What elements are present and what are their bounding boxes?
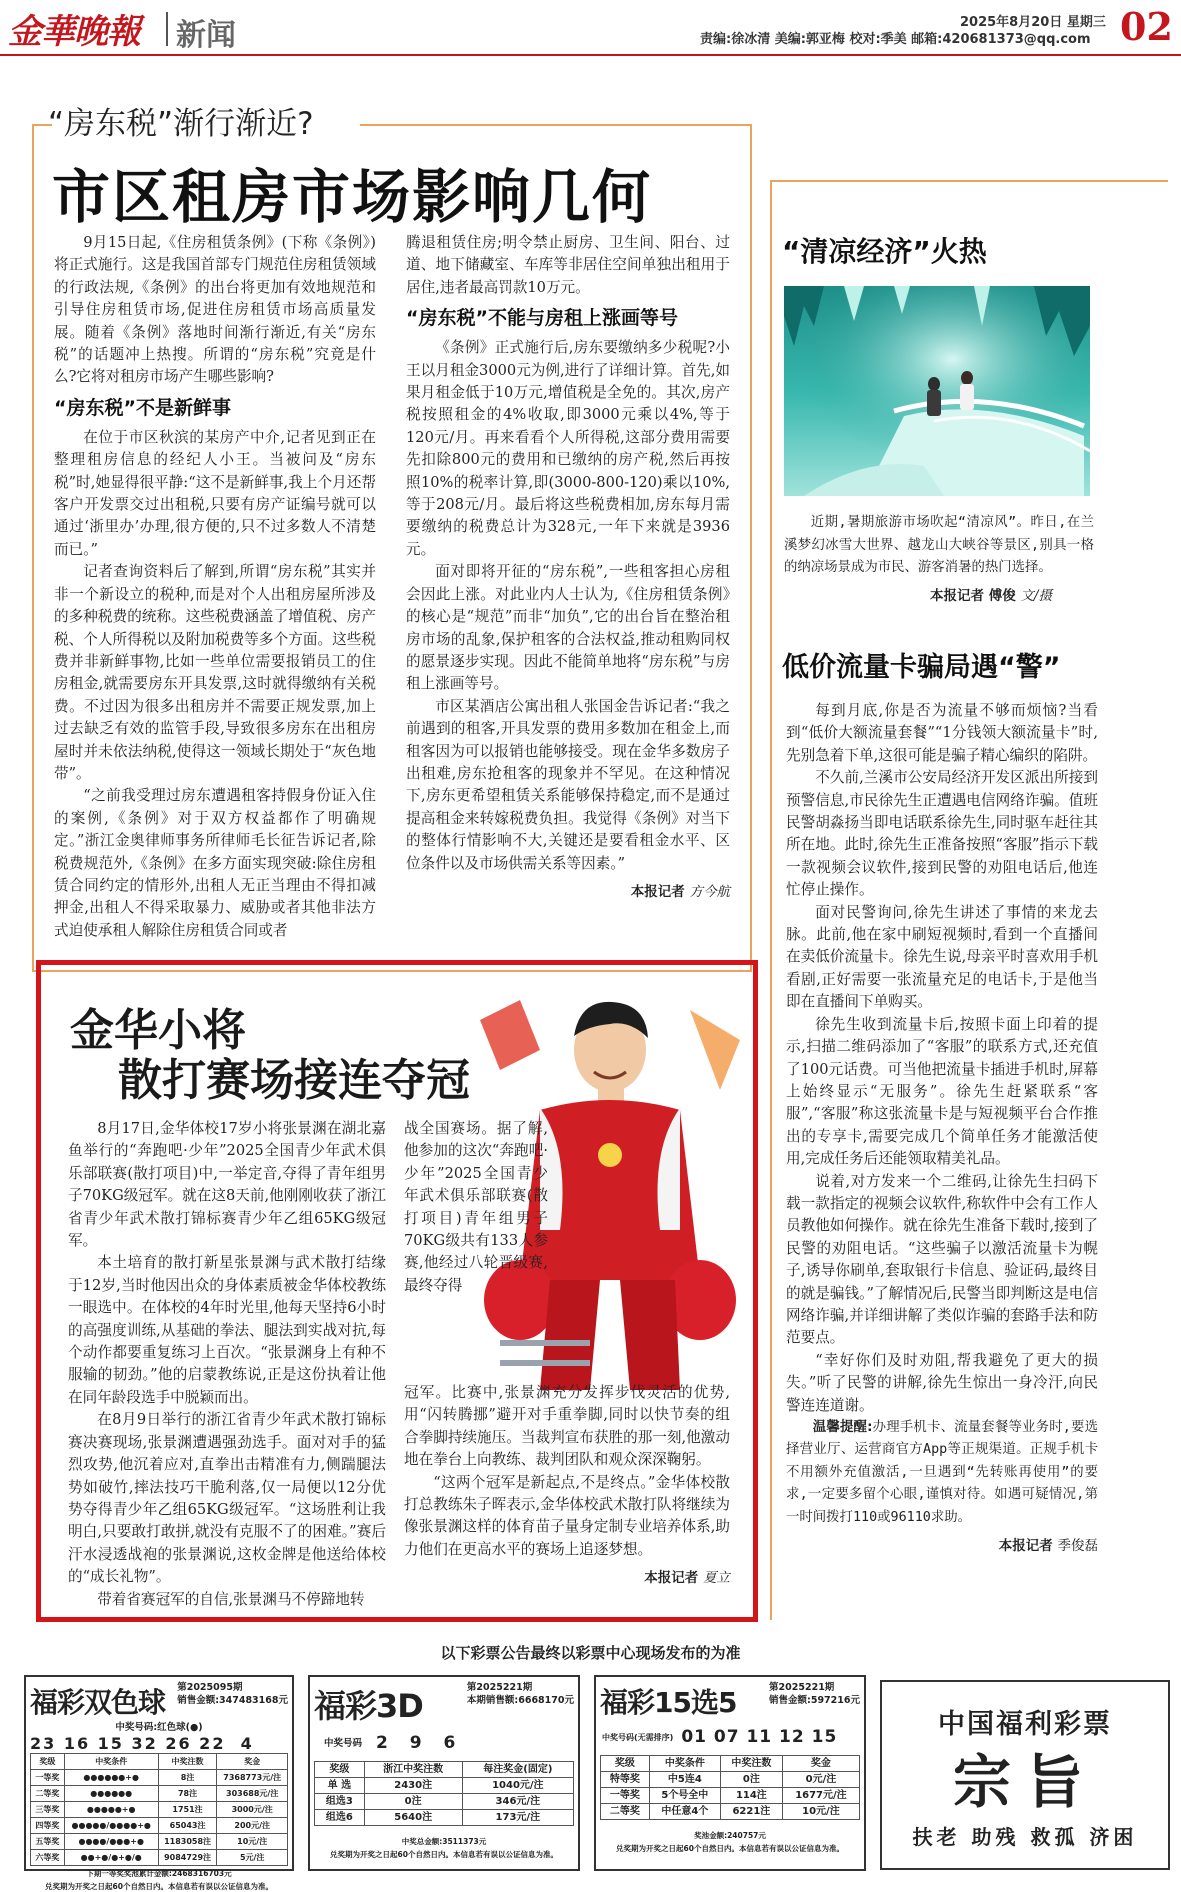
table-cell: 173元/注 xyxy=(462,1810,573,1826)
table-header: 中奖条件 xyxy=(64,1754,158,1770)
byline-label: 本报记者 xyxy=(644,1570,699,1587)
table-cell: 200元/注 xyxy=(217,1818,288,1834)
table-cell: 9084729注 xyxy=(158,1850,217,1866)
lottery-15x5-footnote: 兑奖期为开奖之日起60个自然日内。本信息若有误以公证信息为准。 xyxy=(616,1844,844,1853)
welfare-lottery-name: 中国福利彩票 xyxy=(938,1709,1112,1740)
table-cell: 组选6 xyxy=(315,1810,365,1826)
table-row xyxy=(315,1794,574,1810)
lottery-15x5-pool: 奖池金额:240757元 xyxy=(694,1831,766,1840)
paragraph: “之前我受理过房东遭遇租客持假身份证入住的案例,《条例》对于双方权益都作了明确规定。”浙江金奥律师事务所律师毛长征告诉记者,除税费规范外,《条例》在多方面实现突破:除住房租赁合同约定的情形外,出租人无正当理由不得扣减押金,出租人不得采取暴力、威胁或者其他非法方式迫使承租人解除住房租赁合同或者 xyxy=(54,787,376,939)
sim-card-byline xyxy=(786,1535,1098,1557)
paragraph: 徐先生收到流量卡后,按照卡面上印着的提示,扫描二维码添加了“客服”的联系方式,还充值了100元话费。可当他把流量卡插进手机时,屏幕上始终显示“无服务”。徐先生赶紧联系“客服”,“客服”称这张流量卡是与短视频平台合作推出的专享卡,需要完成几个简单任务才能激活使用,完成任务后还能领取精美礼品。 xyxy=(786,1015,1098,1168)
warm-reminder-text: 办理手机卡、流量套餐等业务时,要选择营业厅、运营商官方App等正规渠道。正规手机卡不用额外充值激活,一旦遇到“先转账再使用”的要求,一定要多留个心眼,谨慎对待。如遇可疑情况,第一时间拨打110或96110求助。 xyxy=(786,1420,1099,1525)
table-cell: 5640注 xyxy=(364,1810,462,1826)
table-cell: ●●●●●● xyxy=(64,1786,158,1802)
lottery-ssq-pool: 下期一等奖奖池累计金额:2468316703元 xyxy=(86,1869,232,1878)
table-row xyxy=(31,1802,288,1818)
lottery-ssq-title: 福彩双色球 xyxy=(30,1686,166,1719)
story1-kicker: “房东税”渐行渐近? xyxy=(48,106,314,142)
table-row xyxy=(31,1834,288,1850)
table-cell: 一等奖 xyxy=(31,1770,65,1786)
logo-text: 金華晚報 xyxy=(8,11,140,52)
paragraph: 面对民警询问,徐先生讲述了事情的来龙去脉。此前,他在家中刷短视频时,看到一个直播间在卖低价流量卡。徐先生说,母亲平时喜欢用手机看剧,正好需要一张流量充足的电话卡,于是他当即在直播间下单购买。 xyxy=(786,903,1098,1011)
table-cell: 四等奖 xyxy=(31,1818,65,1834)
table-header: 每注奖金(固定) xyxy=(462,1762,573,1778)
table-cell: 114注 xyxy=(720,1788,782,1804)
table-cell: 8注 xyxy=(158,1770,217,1786)
lottery-3d-issue: 第2025221期 xyxy=(466,1682,533,1693)
table-cell: 0注 xyxy=(364,1794,462,1810)
masthead-rule xyxy=(0,54,1181,56)
story2-column-1 xyxy=(68,1118,386,1610)
lottery-15x5-box xyxy=(594,1675,866,1871)
lottery-15x5-sales: 销售金额:597216元 xyxy=(769,1695,860,1706)
lottery-3d-pool: 中奖总金额:3511373元 xyxy=(401,1837,487,1846)
table-cell: 2430注 xyxy=(364,1778,462,1794)
table-cell: 一等奖 xyxy=(601,1788,650,1804)
table-row xyxy=(315,1778,574,1794)
ice-cave-illustration xyxy=(784,286,1090,496)
table-header: 奖金 xyxy=(782,1756,859,1772)
table-row xyxy=(31,1818,288,1834)
lottery-15x5-numbers: 01 07 11 12 15 xyxy=(681,1727,838,1747)
table-cell: ●●●●●+● xyxy=(64,1802,158,1818)
subheading: “房东税”不能与房租上涨画等号 xyxy=(406,307,678,330)
lottery-ssq-footnote: 兑奖期为开奖之日起60个自然日内。本信息若有误以公证信息为准。 xyxy=(45,1882,273,1891)
table-cell: ●●●●●●+● xyxy=(64,1770,158,1786)
table-row xyxy=(601,1804,860,1820)
lottery-ssq-issue: 第2025095期 xyxy=(177,1682,243,1693)
paragraph: 市区某酒店公寓出租人张国金告诉记者:“我之前遇到的租客,开具发票的费用多数加在租金上,而租客因为可以报销也能够接受。现在金华多数房子出租难,房东抢租客的现象并不罕见。在这种情况下,房东更希望租赁关系能够保持稳定,而不是通过提高租金来转嫁税费负担。我觉得《条例》对当下的整体行情影响不大,关键还是要看租金水平、区位条件以及市场供需关系等因素。” xyxy=(406,697,730,872)
editor-credits: 责编:徐冰清 美编:郭亚梅 校对:季美 邮箱:420681373@qq.com xyxy=(700,32,1091,47)
paragraph: 冠军。比赛中,张景渊充分发挥步伐灵活的优势,用“闪转腾挪”避开对手重拳脚,同时以快节奏的组合拳脚持续施压。当裁判宣布获胜的那一刻,他激动地在拳台上向教练、裁判团队和观众深深鞠躬。 xyxy=(404,1384,730,1469)
table-cell: 78注 xyxy=(158,1786,217,1802)
table-header: 奖级 xyxy=(315,1762,365,1778)
table-cell: 单 选 xyxy=(315,1778,365,1794)
lottery-15x5-title: 福彩15选5 xyxy=(600,1686,737,1719)
paragraph: 面对即将开征的“房东税”,一些租客担心房租会因此上涨。对此业内人士认为,《住房租赁条例》的核心是“规范”而非“加负”,它的出台旨在整治租房市场的乱象,保护租客的合法权益,推动租购同权的愿景逐步实现。因此不能简单地将“房东税”与房租上涨画等号。 xyxy=(406,563,730,693)
story1-column-1 xyxy=(54,232,376,960)
story1-headline: 市区租房市场影响几何 xyxy=(52,163,653,231)
newspaper-logo xyxy=(8,6,158,50)
masthead xyxy=(0,0,1181,56)
paragraph: 本土培育的散打新星张景渊与武术散打结缘于12岁,当时他因出众的身体素质被金华体校教练一眼选中。在体校的4年时光里,他每天坚持6小时的高强度训练,从基础的拳法、腿法到实战对抗,每个动作都要重复练习上百次。“张景渊身上有种不服输的韧劲。”他的启蒙教练说,正是这份执着让他在同年龄段选手中脱颖而出。 xyxy=(68,1254,386,1406)
paragraph: 战全国赛场。据了解,他参加的这次“奔跑吧·少年”2025全国青少年武术俱乐部联赛(散打项目)青年组男子70KG级共有133人参赛,他经过八轮晋级赛,最终夺得 xyxy=(404,1120,548,1294)
cool-economy-credit xyxy=(930,584,1052,604)
lottery-3d-footnote: 兑奖期为开奖之日起60个自然日内。本信息若有误以公证信息为准。 xyxy=(330,1850,558,1859)
section-name: 新闻 xyxy=(176,18,236,53)
table-cell: 3000元/注 xyxy=(217,1802,288,1818)
caption-text: 近期,暑期旅游市场吹起“清凉风”。昨日,在兰溪梦幻冰雪大世界、越龙山大峡谷等景区,别具一格的纳凉场景成为市民、游客消暑的热门选择。 xyxy=(784,515,1094,576)
warm-reminder-label: 温馨提醒: xyxy=(812,1420,873,1435)
ice-cave-photo xyxy=(784,286,1090,496)
lottery-ssq-table xyxy=(30,1753,288,1866)
story2-headline-line2: 散打赛场接连夺冠 xyxy=(118,1055,470,1106)
cool-economy-headline: “清凉经济”火热 xyxy=(782,235,987,268)
table-cell: 1677元/注 xyxy=(782,1788,859,1804)
paragraph: 说着,对方发来一个二维码,让徐先生扫码下载一款指定的视频会议软件,称软件中会有工作人员教他如何操作。就在徐先生准备下载时,接到了民警的劝阻电话。“这些骗子以激活流量卡为幌子,诱导你刷单,套取银行卡信息、验证码,最终目的就是骗钱。”了解情况后,民警当即判断这是电信网络诈骗,并详细讲解了类似诈骗的套路手法和防范要点。 xyxy=(786,1172,1098,1347)
cool-economy-caption xyxy=(784,512,1094,580)
table-cell: 10元/注 xyxy=(217,1834,288,1850)
table-cell: 5元/注 xyxy=(217,1850,288,1866)
sim-card-scam-headline: 低价流量卡骗局遇“警” xyxy=(782,652,1061,683)
byline-label: 本报记者 xyxy=(998,1538,1053,1555)
lottery-3d-numbers: 2 9 6 xyxy=(376,1733,464,1753)
table-header: 中奖注数 xyxy=(720,1756,782,1772)
lottery-3d-label: 中奖号码 xyxy=(324,1737,363,1749)
paragraph: 带着省赛冠军的自信,张景渊马不停蹄地转 xyxy=(97,1590,365,1608)
lottery-ssq-numbers: 23 16 15 32 26 22 4 xyxy=(30,1734,254,1753)
table-cell: 5个号全中 xyxy=(649,1788,720,1804)
table-cell: 1183058注 xyxy=(158,1834,217,1850)
lottery-3d-table xyxy=(314,1761,574,1826)
table-cell: 六等奖 xyxy=(31,1850,65,1866)
story1-column-2 xyxy=(406,232,730,932)
table-cell: 组选3 xyxy=(315,1794,365,1810)
table-cell: 303688元/注 xyxy=(217,1786,288,1802)
byline-author: 夏立 xyxy=(703,1570,730,1587)
sim-card-scam-body xyxy=(786,700,1098,1570)
lottery-3d-sales: 本期销售额:6668170元 xyxy=(466,1695,574,1706)
table-cell: 1751注 xyxy=(158,1802,217,1818)
table-row xyxy=(31,1786,288,1802)
paragraph: “幸好你们及时劝阻,帮我避免了更大的损失。”听了民警的讲解,徐先生惊出一身冷汗,向民警连连道谢。 xyxy=(786,1351,1098,1414)
table-header: 奖级 xyxy=(601,1756,650,1772)
table-header: 奖金 xyxy=(217,1754,288,1770)
table-cell: 0元/注 xyxy=(782,1772,859,1788)
table-cell: 特等奖 xyxy=(601,1772,650,1788)
table-row xyxy=(601,1772,860,1788)
table-header-row xyxy=(601,1756,860,1772)
table-row xyxy=(601,1788,860,1804)
lottery-ssq-sales: 销售金额:347483168元 xyxy=(177,1695,288,1706)
table-cell: ●●+●/●+●/● xyxy=(64,1850,158,1866)
publication-date: 2025年8月20日 星期三 xyxy=(960,15,1106,30)
paragraph: 不久前,兰溪市公安局经济开发区派出所接到预警信息,市民徐先生正遭遇电信网络诈骗。值班民警胡淼扬当即电话联系徐先生,同时驱车赶往其所在地。此时,徐先生正准备按照“客服”指示下载一款视频会议软件,接到民警的劝阻电话后,他连忙停止操作。 xyxy=(786,769,1098,899)
warm-reminder xyxy=(786,1417,1098,1529)
story2-byline xyxy=(404,1567,730,1589)
credit-suffix: 文/摄 xyxy=(1020,588,1052,604)
table-header: 中奖条件 xyxy=(649,1756,720,1772)
byline-author: 方今航 xyxy=(689,883,730,900)
story2-headline-line1: 金华小将 xyxy=(70,1005,246,1056)
table-header: 奖级 xyxy=(31,1754,65,1770)
table-row xyxy=(31,1850,288,1866)
table-header-row xyxy=(315,1762,574,1778)
paragraph: 《条例》正式施行后,房东要缴纳多少税呢?小王以月租金3000元为例,进行了详细计算。首先,如果月租金低于10万元,增值税是全免的。其次,房产税按照租金的4%收取,即3000元乘以4%,等于120元/月。再来看看个人所得税,这部分费用需要先扣除800元的费用和已缴纳的房产税,然后再按照10%的税率计算,即(3000-800-120)乘以10%,等于208元/月。最后将这些税费相加,房东每月需要缴纳的税费总计为328元,一年下来就是3936元。 xyxy=(406,339,730,558)
story2-column-2-narrow xyxy=(404,1118,548,1380)
table-cell: 二等奖 xyxy=(601,1804,650,1820)
lottery-3d-title: 福彩3D xyxy=(314,1687,423,1725)
table-cell: ●●●●/●●●+● xyxy=(64,1834,158,1850)
lottery-3d-box xyxy=(308,1675,580,1871)
table-row xyxy=(315,1810,574,1826)
byline-author: 季俊磊 xyxy=(1057,1538,1098,1555)
table-cell: 346元/注 xyxy=(462,1794,573,1810)
table-cell: 6221注 xyxy=(720,1804,782,1820)
table-header-row xyxy=(31,1754,288,1770)
credit-label: 本报记者 傅俊 xyxy=(930,588,1016,604)
table-cell: 10元/注 xyxy=(782,1804,859,1820)
story2-column-2-wide xyxy=(404,1382,730,1612)
table-cell: ●●●●●/●●●●+● xyxy=(64,1818,158,1834)
table-cell: 1040元/注 xyxy=(462,1778,573,1794)
table-cell: 三等奖 xyxy=(31,1802,65,1818)
lottery-disclaimer: 以下彩票公告最终以彩票中心现场发布的为准 xyxy=(440,1644,741,1662)
lottery-15x5-issue: 第2025221期 xyxy=(769,1682,835,1693)
lottery-15x5-table xyxy=(600,1755,860,1820)
welfare-lottery-tenet: 宗旨 xyxy=(952,1748,1097,1816)
subheading: “房东税”不是新鲜事 xyxy=(54,396,231,419)
welfare-lottery-slogan: 扶老 助残 救孤 济困 xyxy=(912,1825,1138,1849)
table-cell: 65043注 xyxy=(158,1818,217,1834)
lottery-ssq-box xyxy=(24,1675,294,1891)
table-row xyxy=(31,1770,288,1786)
masthead-divider xyxy=(166,12,168,46)
paragraph: “这两个冠军是新起点,不是终点。”金华体校散打总教练朱子晖表示,金华体校武术散打队将继续为像张景渊这样的体育苗子量身定制专业培养体系,助力他们在更高水平的赛场上追逐梦想。 xyxy=(404,1473,730,1558)
byline-label: 本报记者 xyxy=(630,883,685,900)
table-cell: 二等奖 xyxy=(31,1786,65,1802)
paragraph: 每到月底,你是否为流量不够而烦恼?当看到“低价大额流量套餐”“1分钱领大额流量卡”时,先别急着下单,这很可能是骗子精心编织的陷阱。 xyxy=(786,702,1098,764)
paragraph: 8月17日,金华体校17岁小将张景渊在湖北嘉鱼举行的“奔跑吧·少年”2025全国青少年武术俱乐部联赛(散打项目)中,一举定音,夺得了青年组男子70KG级冠军。就在这8天前,他刚刚收获了浙江省青少年武术散打锦标赛青少年乙组65KG级冠军。 xyxy=(68,1120,386,1250)
table-cell: 7368773元/注 xyxy=(217,1770,288,1786)
page-number: 02 xyxy=(1120,4,1173,49)
lottery-15x5-label: 中奖号码(无需排序) xyxy=(602,1732,674,1742)
table-cell: 五等奖 xyxy=(31,1834,65,1850)
welfare-lottery-box xyxy=(880,1680,1170,1870)
paragraph: 在8月9日举行的浙江省青少年武术散打锦标赛决赛现场,张景渊遭遇强劲选手。面对对手的猛烈攻势,他沉着应对,直拳出击精准有力,侧踹腿法势如破竹,摔法技巧干脆利落,仅一局便以12分优势夺得青少年乙组65KG级冠军。“这场胜利让我明白,只要敢打敢拼,就没有克服不了的困难。”赛后汗水浸透战袍的张景渊说,这枚金牌是他送给体校的“成长礼物”。 xyxy=(68,1411,386,1586)
table-cell: 0注 xyxy=(720,1772,782,1788)
paragraph: 记者查询资料后了解到,所谓“房东税”其实并非一个新设立的税种,而是对个人出租房屋所涉及的多种税费的统称。这些税费涵盖了增值税、房产税、个人所得税以及附加税费等多个方面。这些税费并非新鲜事物,比如一些单位需要报销员工的住房租金,就需要房东开具发票,这时就得缴纳有关税费。不过因为很多出租房并不需要正规发票,加上过去缺乏有效的监管手段,导致很多房东在出租房屋时并未依法纳税,使得这一领域长期处于“灰色地带”。 xyxy=(54,563,376,782)
table-cell: 中任意4个 xyxy=(649,1804,720,1820)
paragraph: 9月15日起,《住房租赁条例》(下称《条例》)将正式施行。这是我国首部专门规范住房租赁领域的行政法规,《条例》的出台将更加有效地规范和引导住房租赁市场,促进住房租赁市场高质量发展。随着《条例》落地时间渐行渐近,有关“房东税”的话题冲上热搜。所谓的“房东税”究竟是什么?它将对租房市场产生哪些影响? xyxy=(54,234,376,386)
table-cell: 中5连4 xyxy=(649,1772,720,1788)
paragraph: 腾退租赁住房;明令禁止厨房、卫生间、阳台、过道、地下储藏室、车库等非居住空间单独出租用于居住,违者最高罚款10万元。 xyxy=(406,234,730,296)
story1-byline xyxy=(406,881,730,903)
table-header: 浙江中奖注数 xyxy=(364,1762,462,1778)
table-header: 中奖注数 xyxy=(158,1754,217,1770)
lottery-ssq-label: 中奖号码:红色球(●) xyxy=(115,1722,203,1733)
paragraph: 在位于市区秋滨的某房产中介,记者见到正在整理租房信息的经纪人小王。当被问及“房东税”时,她显得很平静:“这不是新鲜事,我上个月还帮客户开发票交过出租税,只要有房产证编号就可以通过‘浙里办’办理,很方便的,只不过多数人不清楚而已。” xyxy=(54,428,376,558)
